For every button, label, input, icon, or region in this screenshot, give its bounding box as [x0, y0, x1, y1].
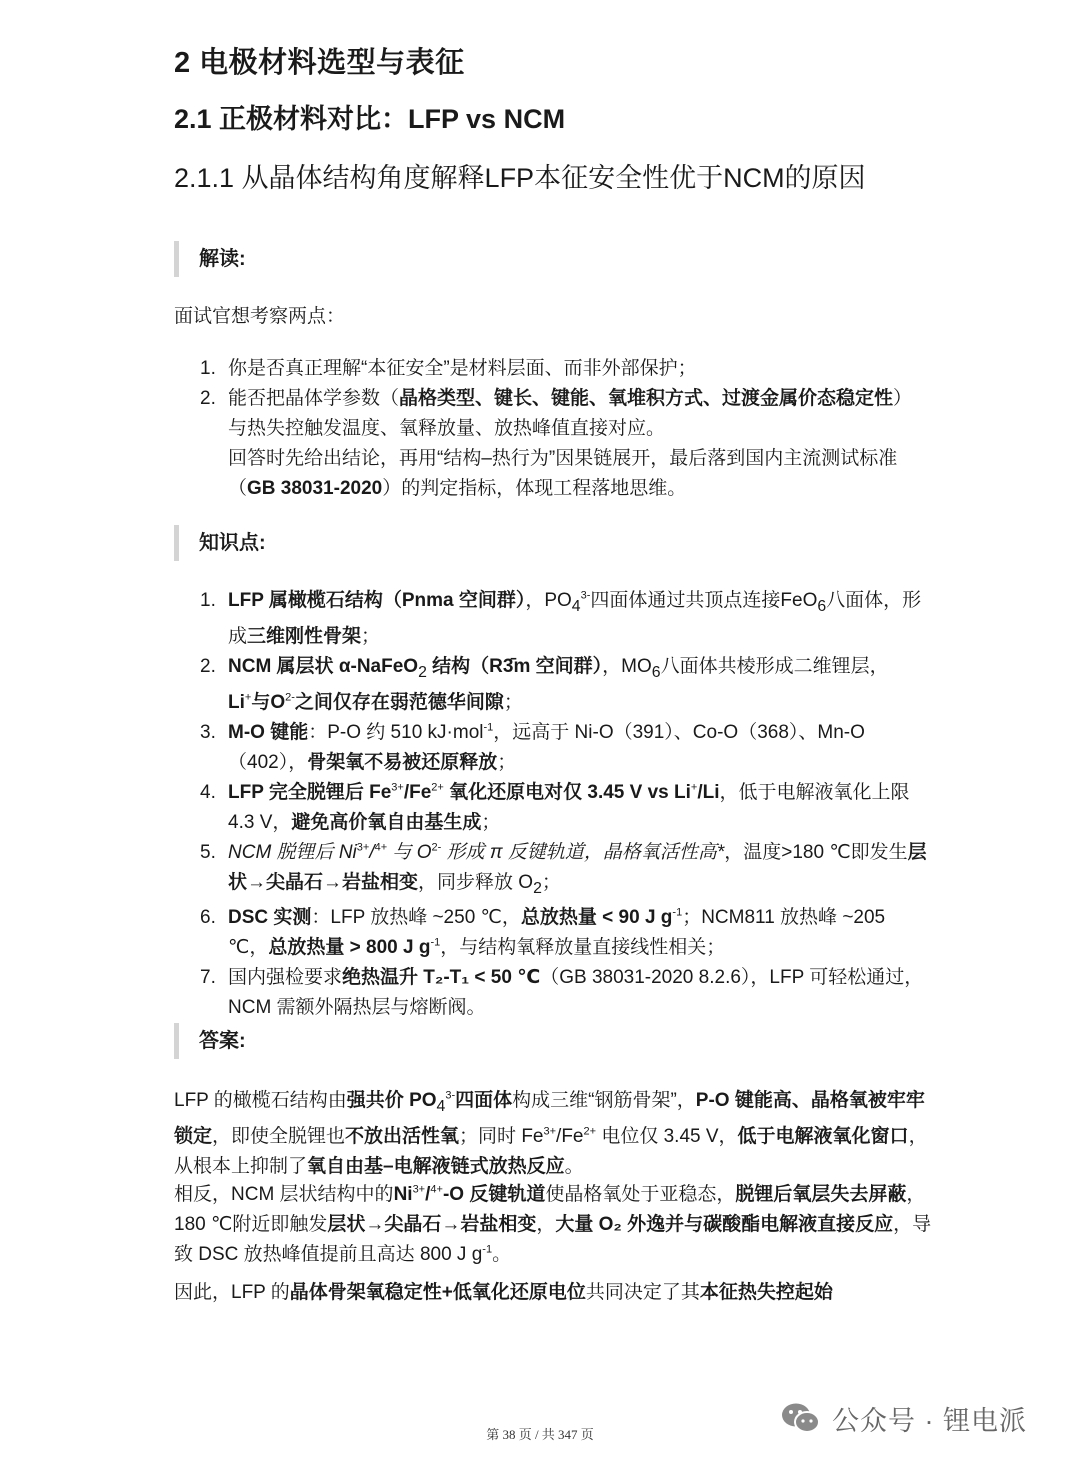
list-item: 7. 国内强检要求绝热温升 T₂-T₁ < 50 ℃（GB 38031-2020 8.2.6），LFP 可轻松通过，NCM 需额外隔热层与熔断阀。 [200, 967, 924, 1019]
callout-label: 解读: [199, 248, 246, 270]
list-item: 2. 能否把晶体学参数（晶格类型、键长、键能、氧堆积方式、过渡金属价态稳定性）与热失控触发温度、氧释放量、放热峰值直接对应。 回答时先给出结论，再用“结构–热行为”因果链展开，最后落到国内主流测试标准（GB 38031-2020）的判定指标，体现工程落地思维。 [200, 388, 913, 499]
interpretation-list [200, 354, 930, 504]
wechat-icon [780, 1400, 822, 1436]
watermark-text: 公众号 · 锂电派 [832, 1405, 1027, 1436]
answer-paragraph-3: 因此，LFP 的晶体骨架氧稳定性+低氧化还原电位共同决定了其本征热失控起始 [174, 1282, 833, 1303]
watermark [780, 1398, 1027, 1438]
list-item: 1. LFP 属橄榄石结构（Pnma 空间群），$PO_4^{3-}$四面体通过共顶点连接FeO$_6$八面体，形成三维刚性骨架； [200, 589, 922, 647]
list-item: 5. NCM 脱锂后 $Ni^{3+}/^{4+}$ 与 $O^{2-}$ 形成 π 反键轨道，晶格氧活性高*，温度>180 ℃即发生层状→尖晶石→岩盐相变，同步释放 $O_2$； [200, 841, 927, 897]
callout-interpretation [174, 241, 246, 277]
callout-label: 答案: [199, 1030, 246, 1052]
callout-knowledge [174, 525, 266, 561]
intro-text: 面试官想考察两点： [174, 306, 346, 327]
answer-paragraph-2: 相反，NCM 层状结构中的$Ni^{3+}/^{4+}-O$ 反键轨道使晶格氧处于亚稳态，脱锂后氧层失去屏蔽，180 ℃附近即触发层状→尖晶石→岩盐相变，大量 O₂ 外逸并与碳酸酯电解液直接反应，导致 DSC 放热峰值提前且高达 800 J $g^{-1}$。 [174, 1183, 932, 1265]
list-item: 4. LFP 完全脱锂后 $Fe^{3+}/Fe^{2+}$ 氧化还原电对仅 3.45 V vs Li+/Li，低于电解液氧化上限 4.3 V，避免高价氧自由基生成； [200, 781, 910, 833]
heading-1: 2 电极材料选型与表征 [174, 47, 465, 79]
list-item: 6. DSC 实测：LFP 放热峰 ~250 ℃，总放热量 < 90 J $g^{-1}$；NCM811 放热峰 ~205 ℃，总放热量 > 800 J $g^{-1}$，与结构氧释放量直接线性相关； [200, 907, 886, 959]
callout-answer [174, 1023, 246, 1059]
heading-2: 2.1 正极材料对比：LFP vs NCM [174, 104, 566, 134]
list-item: 1. 你是否真正理解“本征安全”是材料层面、而非外部保护； [200, 358, 697, 379]
heading-3: 2.1.1 从晶体结构角度解释LFP本征安全性优于NCM的原因 [174, 163, 866, 193]
callout-label: 知识点: [199, 532, 266, 554]
knowledge-list [200, 586, 930, 1023]
answer-paragraph-1: LFP 的橄榄石结构由强共价 $PO_4^{3-}$四面体构成三维“钢筋骨架”，P-O 键能高、晶格氧被牢牢锁定，即使全脱锂也不放出活性氧；同时 $Fe^{3+}/Fe^{2+}$ 电位仅 3.45 V，低于电解液氧化窗口，从根本上抑制了氧自由基–电解液链式放热反应。 [174, 1089, 928, 1177]
list-item: 3. M-O 键能：P-O 约 510 kJ·mol$^{-1}$，远高于 Ni-O（391）、Co-O（368）、Mn-O（402），骨架氧不易被还原释放； [200, 721, 865, 773]
page-footer: 第 38 页 / 共 347 页 [486, 1427, 594, 1442]
list-item: 2. NCM 属层状 α-NaFeO$_2$ 结构（R3̄m 空间群），$MO_6$八面体共棱形成二维锂层，Li+与$O^{2-}$之间仅存在弱范德华间隙； [200, 655, 889, 713]
